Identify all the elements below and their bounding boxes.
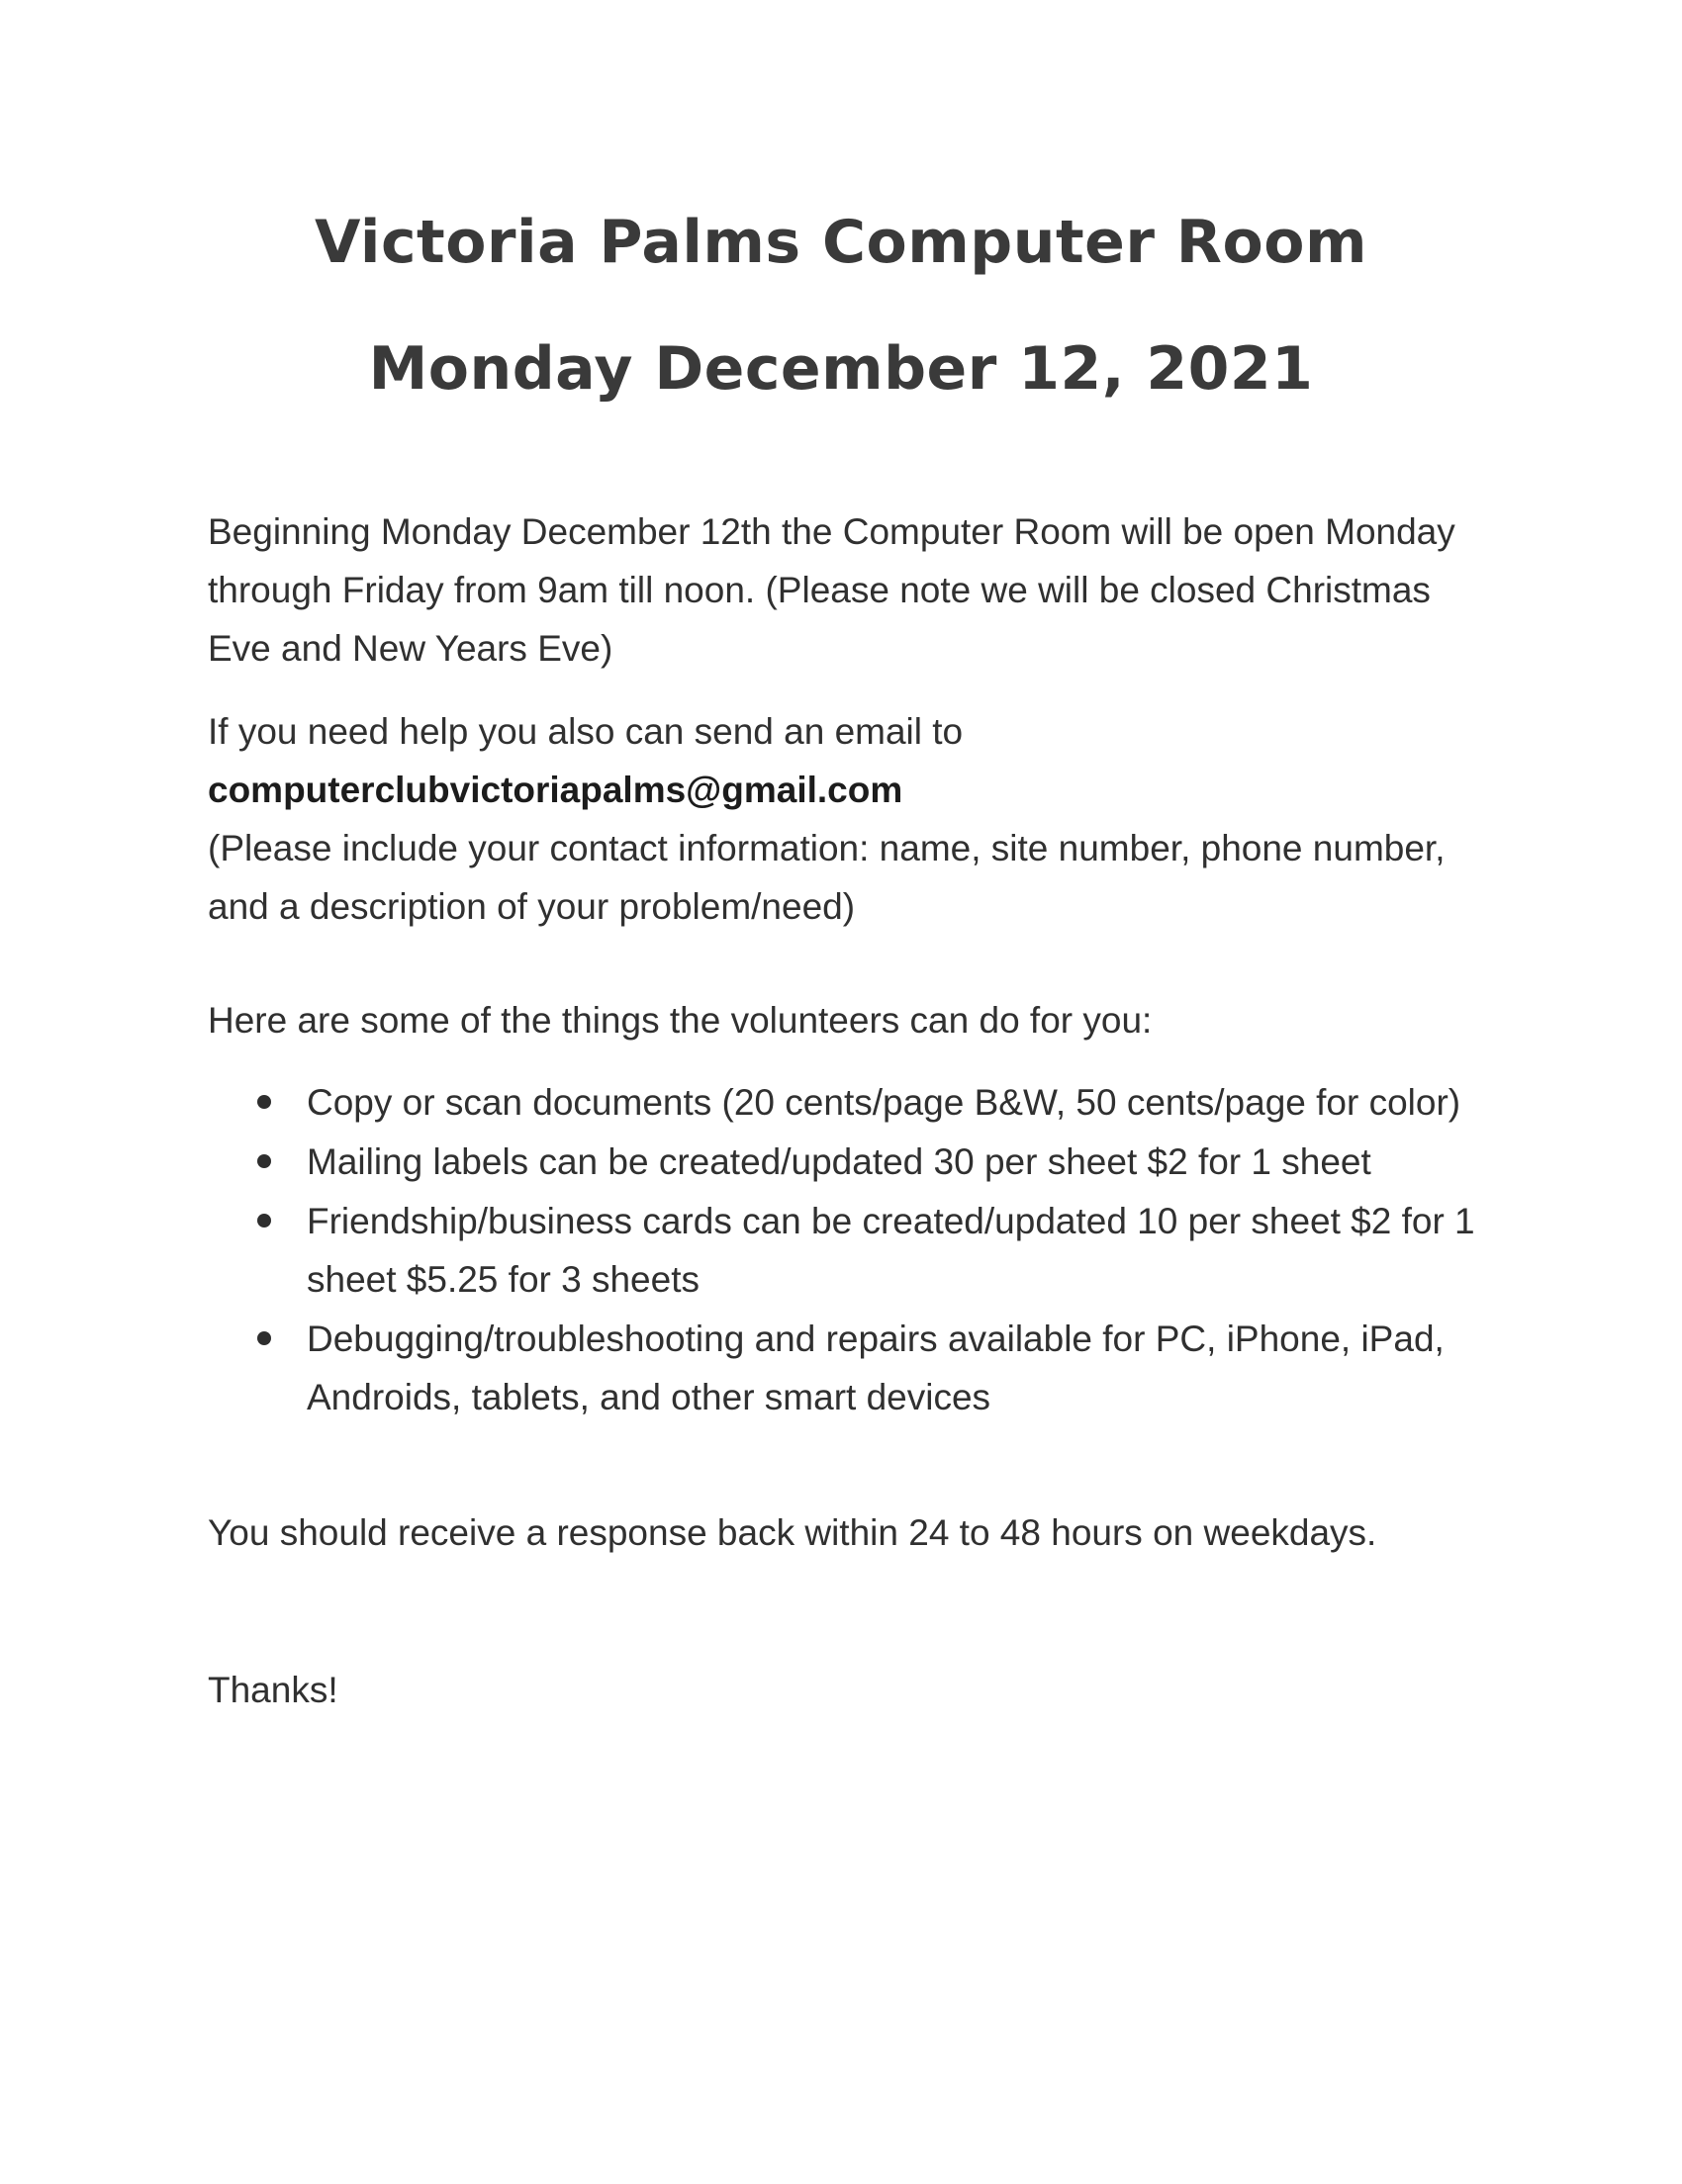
- page-title: Victoria Palms Computer Room: [315, 208, 1367, 277]
- closing-text: Thanks!: [208, 1670, 338, 1710]
- services-list: [257, 1073, 1504, 1427]
- service-text: Copy or scan documents (20 cents/page B&W, 50 cents/page for color): [307, 1082, 1461, 1123]
- response-note: You should receive a response back within 24 to 48 hours on weekdays.: [208, 1512, 1377, 1553]
- list-item: [257, 1133, 1504, 1191]
- list-item: [257, 1073, 1504, 1132]
- bullet-icon: [257, 1154, 271, 1168]
- list-item: [257, 1192, 1504, 1309]
- bullet-icon: [257, 1331, 271, 1345]
- bullet-icon: [257, 1214, 271, 1228]
- hours-paragraph: Beginning Monday December 12th the Computer Room will be open Monday through Friday from 9am till noon. (Please note we will be closed Christmas Eve and New Years Eve): [208, 511, 1455, 669]
- list-item: [257, 1310, 1504, 1426]
- service-text: Debugging/troubleshooting and repairs available for PC, iPhone, iPad, Androids, tablets, and other smart devices: [307, 1319, 1445, 1417]
- help-paragraph: [208, 702, 1494, 936]
- service-text: Mailing labels can be created/updated 30 per sheet $2 for 1 sheet: [307, 1141, 1371, 1182]
- contact-note-text: (Please include your contact information: name, site number, phone number, and a description of your problem/need): [208, 828, 1446, 927]
- page-date-heading: Monday December 12, 2021: [368, 334, 1314, 404]
- help-intro-text: If you need help you also can send an email to: [208, 711, 964, 752]
- service-text: Friendship/business cards can be created/updated 10 per sheet $2 for 1 sheet $5.25 for 3 sheets: [307, 1201, 1475, 1300]
- contact-email: computerclubvictoriapalms@gmail.com: [208, 770, 903, 810]
- services-intro: Here are some of the things the volunteers can do for you:: [208, 1000, 1153, 1041]
- bullet-icon: [257, 1095, 271, 1109]
